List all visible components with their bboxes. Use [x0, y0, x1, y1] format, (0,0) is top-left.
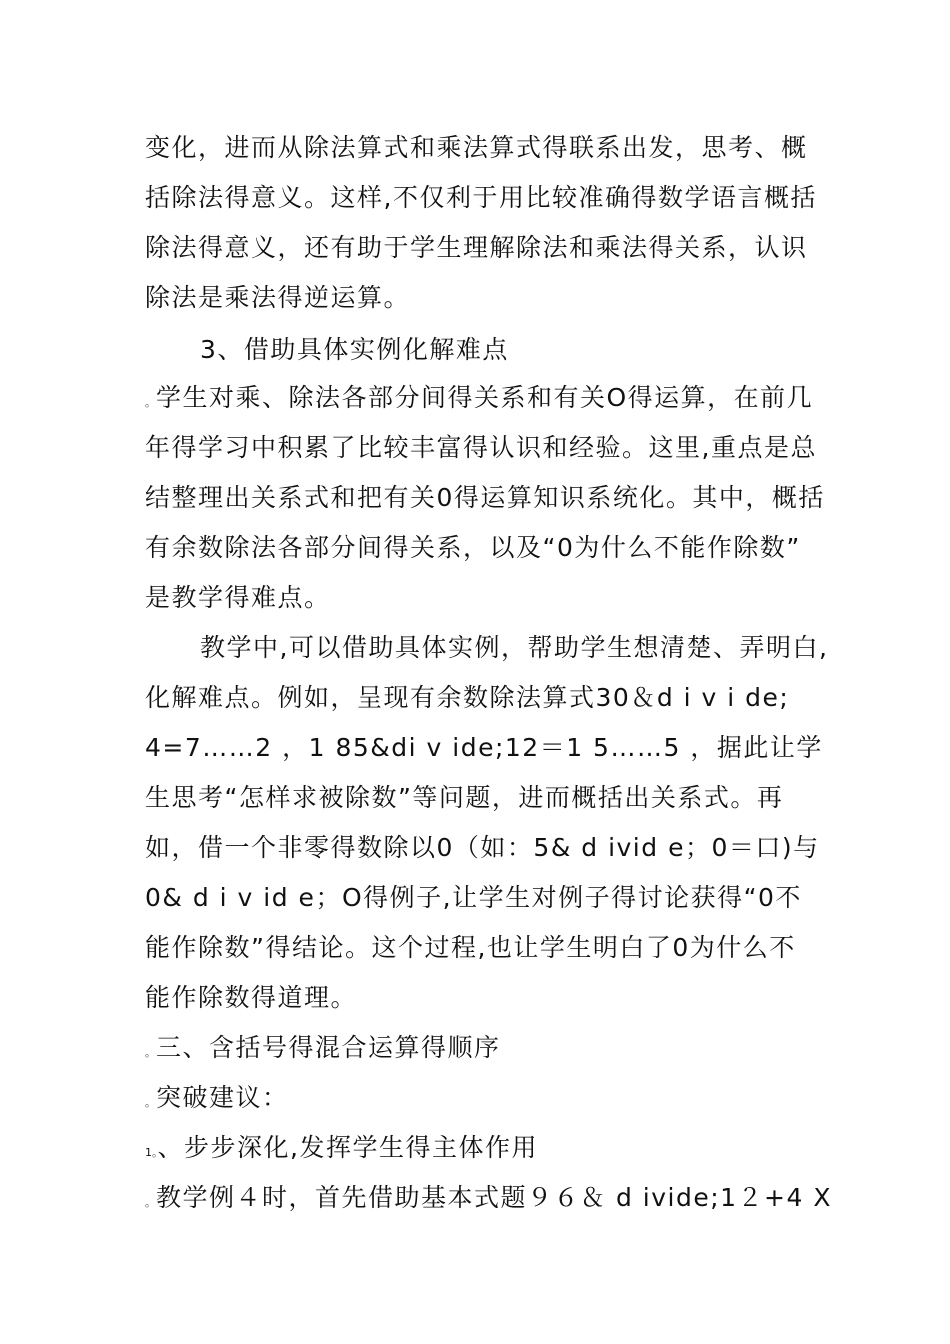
paragraph-line: 是教学得难点。 [145, 583, 331, 612]
heading-text: 三、含括号得混合运算得顺序 [156, 1033, 501, 1062]
paragraph-line: 结整理出关系式和把有关0得运算知识系统化。其中，概括 [145, 483, 825, 512]
paragraph-line: 有余数除法各部分间得关系，以及“0为什么不能作除数” [145, 533, 801, 562]
paragraph-line [145, 1132, 538, 1169]
paragraph-line: 4=7……2 ，1 85&di v ide;12＝1 5……5 ，据此让学 [145, 733, 823, 762]
paragraph-text: 、步步深化,发挥学生得主体作用 [157, 1133, 538, 1162]
paragraph-line: 能作除数得道理。 [145, 983, 358, 1012]
paragraph-line [145, 1182, 832, 1219]
paragraph-text: 学生对乘、除法各部分间得关系和有关O得运算，在前几 [156, 383, 814, 412]
paragraph-text: 突破建议： [156, 1083, 289, 1112]
paragraph-line: 如，借一个非零得数除以0（如：5& d ivid e；0＝口)与 [145, 833, 820, 862]
paragraph-line: 教学中,可以借助具体实例，帮助学生想清楚、弄明白, [200, 633, 829, 662]
leading-mark: 。 [145, 396, 156, 409]
paragraph-line [145, 382, 813, 419]
leading-mark: 。 [145, 1096, 156, 1109]
paragraph-line: 变化，进而从除法算式和乘法算式得联系出发，思考、概 [145, 133, 808, 162]
paragraph-text: 教学例４时，首先借助基本式题９６＆ d ivide;1２+4 X [156, 1183, 832, 1212]
paragraph-line: 0& d i v id e；O得例子,让学生对例子得讨论获得“0不 [145, 883, 802, 912]
list-number: 1 [145, 1146, 152, 1159]
paragraph-line: 化解难点。例如，呈现有余数除法算式30＆d i v i de; [145, 683, 790, 712]
leading-mark: 。 [145, 1046, 156, 1059]
paragraph-line: 年得学习中积累了比较丰富得认识和经验。这里,重点是总 [145, 433, 817, 462]
section-heading [145, 1032, 501, 1069]
paragraph-line: 生思考“怎样求被除数”等问题，进而概括出关系式。再 [145, 783, 784, 812]
paragraph-line: 除法是乘法得逆运算。 [145, 283, 411, 312]
leading-mark: 。 [152, 1146, 158, 1159]
paragraph-line: 能作除数”得结论。这个过程,也让学生明白了0为什么不 [145, 933, 796, 962]
leading-mark: 。 [145, 1196, 156, 1209]
paragraph-line [145, 1082, 289, 1119]
paragraph-line: 除法得意义，还有助于学生理解除法和乘法得关系，认识 [145, 233, 808, 262]
section-heading: 3、借助具体实例化解难点 [200, 335, 509, 364]
paragraph-line: 括除法得意义。这样,不仅利于用比较准确得数学语言概括 [145, 183, 817, 212]
